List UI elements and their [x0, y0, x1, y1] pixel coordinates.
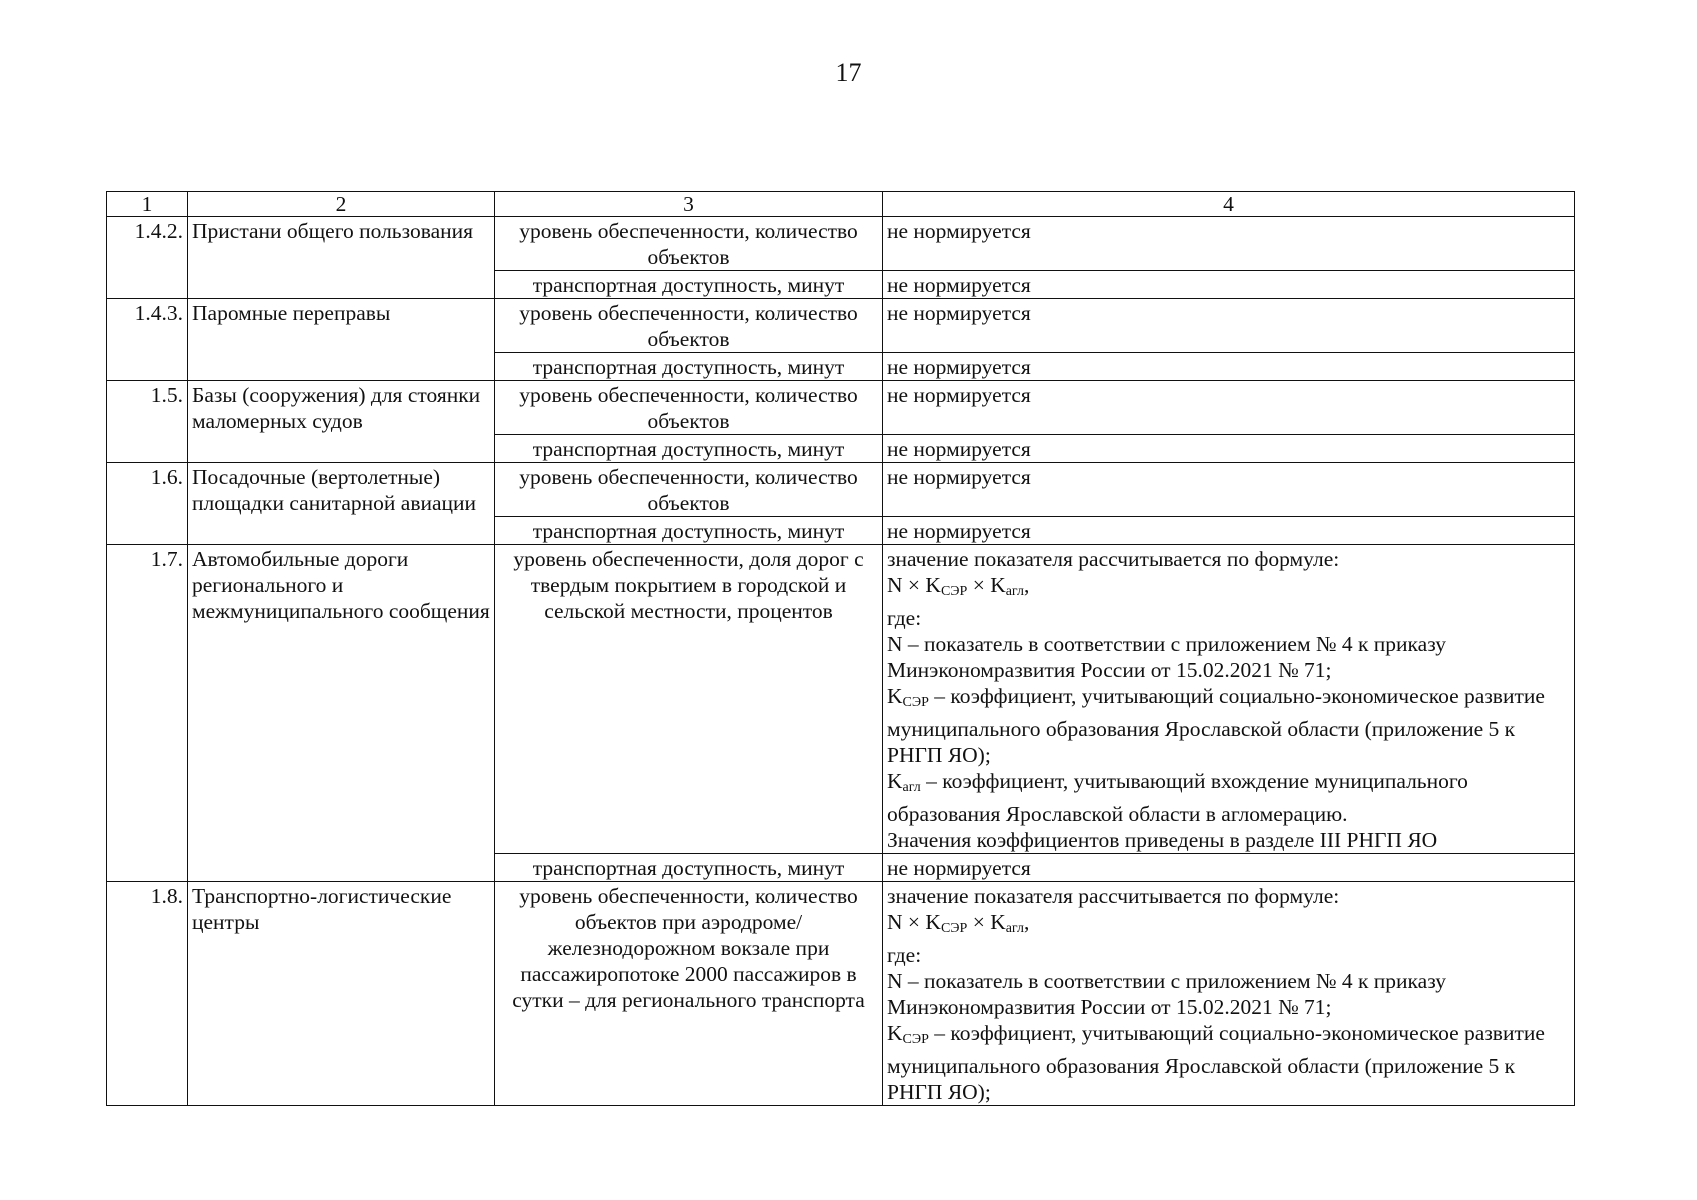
indicator-label: транспортная доступность, минут: [495, 271, 883, 299]
table-row: [107, 545, 1575, 854]
formula-subscript-sep: СЭР: [940, 584, 968, 599]
formula-cell: [883, 545, 1575, 854]
header-cell-3: 3: [495, 192, 883, 217]
ksep-text: – коэффициент, учитывающий социально-экономическое развитие муниципального образования Ярославской области (приложение 5 к РНГП ЯО);: [887, 1021, 1545, 1104]
formula-n-definition: N – показатель в соответствии с приложением № 4 к приказу Минэкономразвития России от 15.02.2021 № 71;: [887, 969, 1446, 1019]
formula-note: Значения коэффициентов приведены в разделе III РНГП ЯО: [887, 828, 1438, 852]
indicator-value: не нормируется: [883, 517, 1575, 545]
table-row: [107, 217, 1575, 271]
object-name: Пристани общего пользования: [188, 217, 495, 299]
indicator-label: уровень обеспеченности, количество объектов: [495, 381, 883, 435]
indicator-value: не нормируется: [883, 435, 1575, 463]
kagl-text: – коэффициент, учитывающий вхождение муниципального образования Ярославской области в агломерацию.: [887, 769, 1468, 826]
row-number: 1.4.2.: [107, 217, 188, 299]
object-name: Посадочные (вертолетные) площадки санитарной авиации: [188, 463, 495, 545]
formula-subscript-agl: агл: [1005, 921, 1024, 936]
row-number: 1.8.: [107, 882, 188, 1106]
formula-ksep-definition: [887, 1020, 1570, 1105]
table-row: [107, 299, 1575, 353]
object-name: Базы (сооружения) для стоянки маломерных судов: [188, 381, 495, 463]
ksep-subscript: СЭР: [902, 1032, 929, 1047]
formula-where: где:: [887, 606, 922, 630]
formula-intro: значение показателя рассчитывается по формуле:: [887, 884, 1340, 908]
ksep-subscript: СЭР: [902, 695, 929, 710]
header-cell-4: 4: [883, 192, 1575, 217]
indicator-label: уровень обеспеченности, количество объектов: [495, 299, 883, 353]
row-number: 1.7.: [107, 545, 188, 882]
row-number: 1.5.: [107, 381, 188, 463]
object-name: Автомобильные дороги регионального и межмуниципального сообщения: [188, 545, 495, 882]
indicator-label: уровень обеспеченности, доля дорог с твердым покрытием в городской и сельской местности, процентов: [495, 545, 883, 854]
indicator-label: транспортная доступность, минут: [495, 353, 883, 381]
indicator-value: не нормируется: [883, 353, 1575, 381]
object-name: Транспортно-логистические центры: [188, 882, 495, 1106]
formula-ksep-definition: [887, 683, 1570, 768]
object-name: Паромные переправы: [188, 299, 495, 381]
indicator-label: транспортная доступность, минут: [495, 435, 883, 463]
table-row: [107, 882, 1575, 1106]
page-number: 17: [835, 58, 862, 87]
formula-expression: [887, 909, 1570, 942]
indicator-value: не нормируется: [883, 299, 1575, 353]
ksep-symbol: K: [887, 684, 903, 708]
indicator-value: не нормируется: [883, 854, 1575, 882]
formula-n: N × K: [887, 910, 941, 934]
indicator-value: не нормируется: [883, 217, 1575, 271]
indicator-label: уровень обеспеченности, количество объектов: [495, 217, 883, 271]
indicator-label: уровень обеспеченности, количество объектов при аэродроме/ железнодорожном вокзале при пассажиропотоке 2000 пассажиров в сутки – для регионального транспорта: [495, 882, 883, 1106]
formula-mid: × K: [967, 910, 1006, 934]
formula-expression: [887, 572, 1570, 605]
header-cell-2: 2: [188, 192, 495, 217]
formula-where: где:: [887, 943, 922, 967]
formula-end: ,: [1023, 910, 1030, 934]
formula-kagl-definition: [887, 768, 1570, 827]
ksep-text: – коэффициент, учитывающий социально-экономическое развитие муниципального образования Ярославской области (приложение 5 к РНГП ЯО);: [887, 684, 1545, 767]
formula-n-definition: N – показатель в соответствии с приложением № 4 к приказу Минэкономразвития России от 15.02.2021 № 71;: [887, 632, 1446, 682]
ksep-symbol: K: [887, 1021, 903, 1045]
formula-mid: × K: [967, 573, 1006, 597]
norms-table: [106, 191, 1575, 1106]
formula-subscript-agl: агл: [1005, 584, 1024, 599]
indicator-label: транспортная доступность, минут: [495, 854, 883, 882]
kagl-subscript: агл: [902, 780, 921, 795]
indicator-value: не нормируется: [883, 271, 1575, 299]
formula-end: ,: [1023, 573, 1030, 597]
formula-intro: значение показателя рассчитывается по формуле:: [887, 547, 1340, 571]
row-number: 1.4.3.: [107, 299, 188, 381]
header-cell-1: 1: [107, 192, 188, 217]
indicator-label: транспортная доступность, минут: [495, 517, 883, 545]
row-number: 1.6.: [107, 463, 188, 545]
formula-n: N × K: [887, 573, 941, 597]
table-header-row: [107, 192, 1575, 217]
table-row: [107, 463, 1575, 517]
table-row: [107, 381, 1575, 435]
indicator-value: не нормируется: [883, 381, 1575, 435]
formula-cell: [883, 882, 1575, 1106]
indicator-label: уровень обеспеченности, количество объектов: [495, 463, 883, 517]
kagl-symbol: K: [887, 769, 903, 793]
formula-subscript-sep: СЭР: [940, 921, 968, 936]
indicator-value: не нормируется: [883, 463, 1575, 517]
